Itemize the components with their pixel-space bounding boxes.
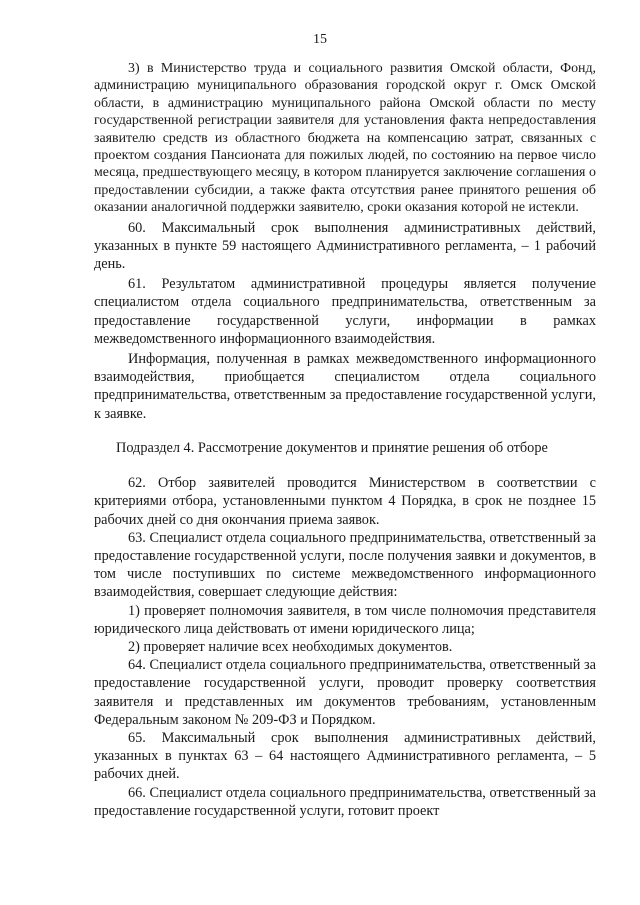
paragraph-61-information: Информация, полученная в рамках межведомственного информационного взаимодействия, приобщается специалистом отдела социального предпринимательства, ответственным за предоставление государственной услуги, к заявке. (94, 351, 596, 422)
paragraph-64: 64. Специалист отдела социального предпринимательства, ответственный за предоставление государственной услуги, проводит проверку соответствия заявителя и представленных им документов требованиям, установленным Федеральным законом № 209-ФЗ и Порядком. (94, 657, 596, 728)
paragraph-63-item-1: 1) проверяет полномочия заявителя, в том числе полномочия представителя юридического лица действовать от имени юридического лица; (94, 602, 596, 637)
paragraph-63: 63. Специалист отдела социального предпринимательства, ответственный за предоставление государственной услуги, после получения заявки и документов, в том числе поступивших по системе межведомственного информационного взаимодействия, совершает следующие действия: (94, 529, 596, 601)
paragraph-61: 61. Результатом административной процедуры является получение специалистом отдела социального предпринимательства, ответственным за предоставление государственной услуги, информации в рамках межведомственного информационного взаимодействия. (94, 276, 596, 347)
paragraph-item-3: 3) в Министерство труда и социального развития Омской области, Фонд, администрацию муниципального образования городской округ г. Омск Омской области, в администрацию муниципального района Омской области по месту государственной регистрации заявителя для установления факта непредоставления заявителю средств из областного бюджета на компенсацию затрат, связанных с проектом создания Пансионата для пожилых людей, по состоянию на первое число месяца, предшествующего месяцу, в котором планируется заключение соглашения о предоставлении субсидии, а также факта отсутствия ранее принятого решения об оказании аналогичной поддержки заявителю, сроки оказания которой не истекли. (94, 61, 596, 216)
subsection-heading: Подраздел 4. Рассмотрение документов и принятие решения об отборе (116, 439, 548, 456)
paragraph-66: 66. Специалист отдела социального предпринимательства, ответственный за предоставление государственной услуги, готовит проект (94, 784, 596, 819)
paragraph-63-item-2: 2) проверяет наличие всех необходимых документов. (128, 638, 453, 655)
paragraph-65: 65. Максимальный срок выполнения административных действий, указанных в пунктах 63 – 64 настоящего Административного регламента, – 5 рабочих дней. (94, 729, 596, 783)
paragraph-60: 60. Максимальный срок выполнения административных действий, указанных в пункте 59 настоящего Административного регламента, – 1 рабочий день. (94, 219, 596, 273)
page-number: 15 (313, 32, 327, 47)
paragraph-62: 62. Отбор заявителей проводится Министерством в соответствии с критериями отбора, установленными пунктом 4 Порядка, в срок не позднее 15 рабочих дней со дня окончания приема заявок. (94, 475, 596, 528)
document-body (94, 60, 596, 820)
